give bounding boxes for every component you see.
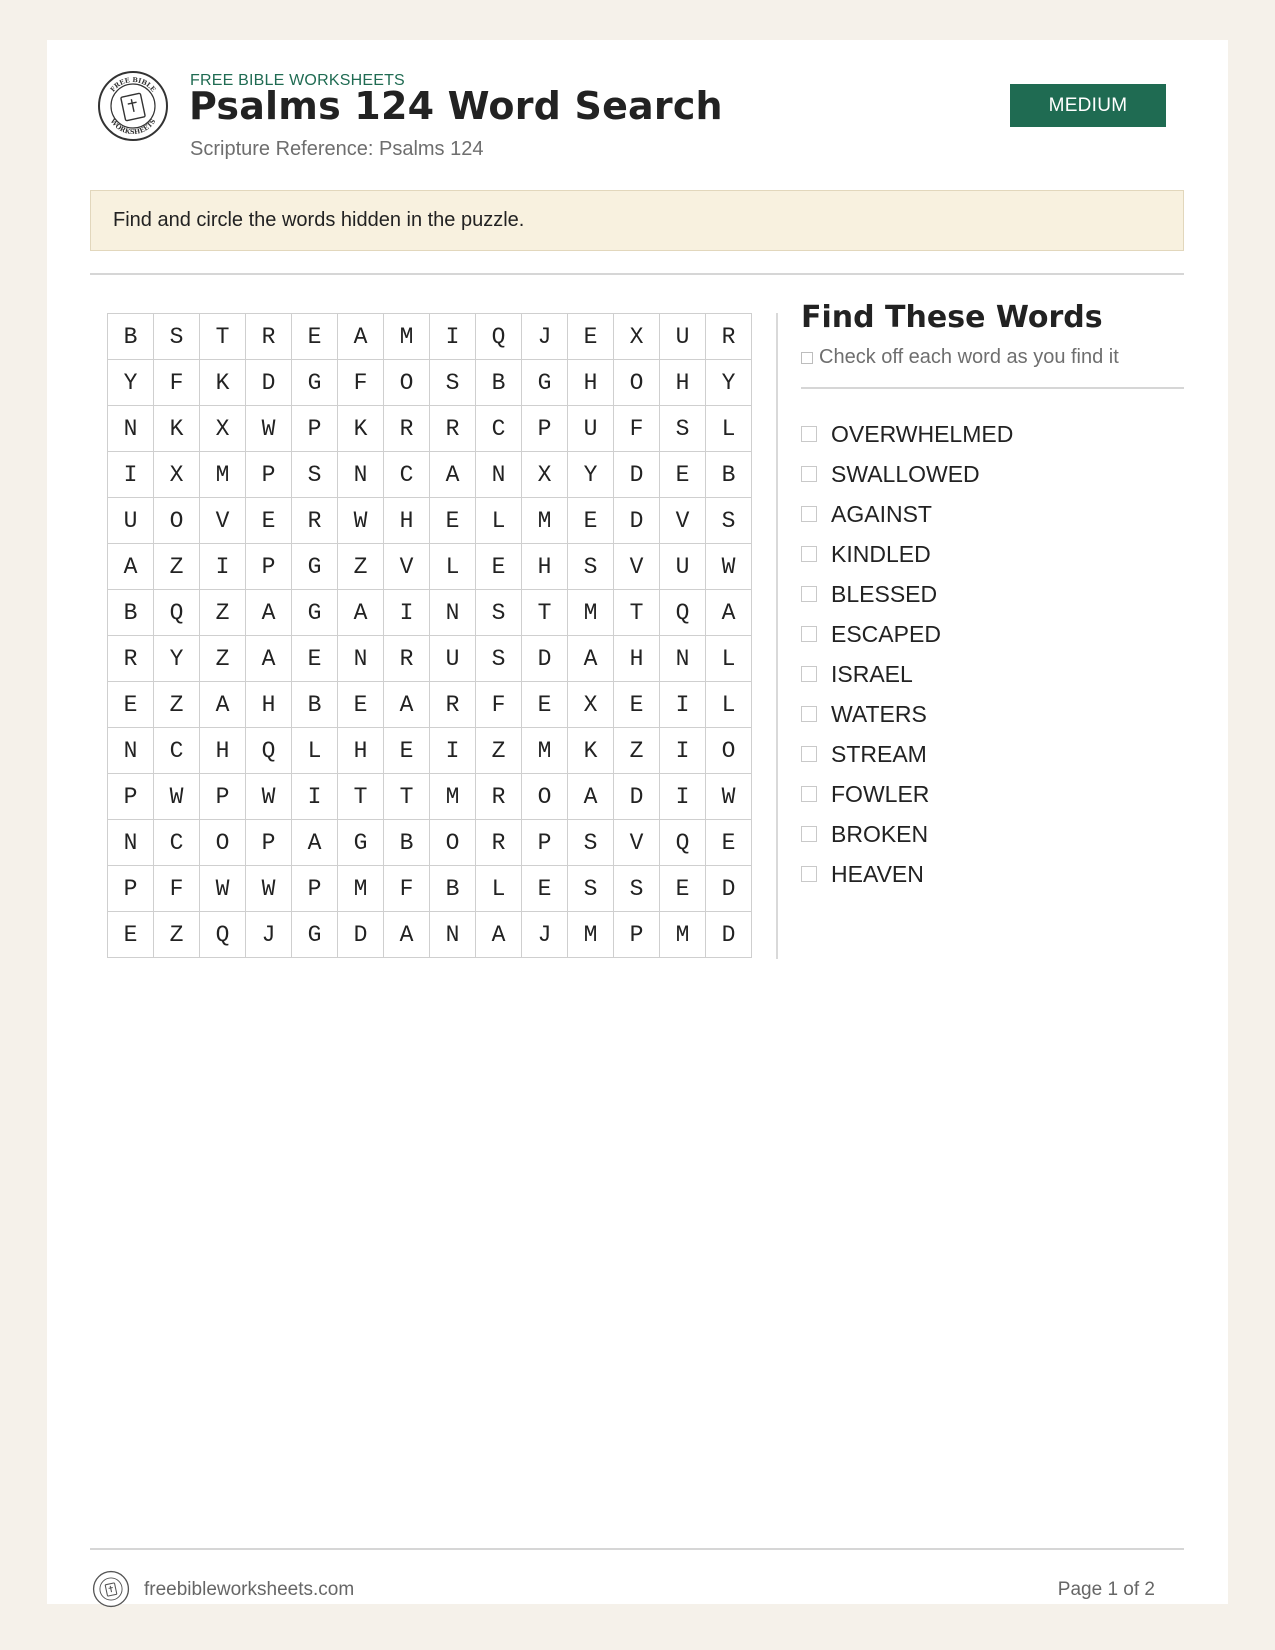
grid-cell[interactable]: M bbox=[522, 498, 568, 544]
word-checkbox[interactable] bbox=[801, 666, 817, 682]
grid-cell[interactable]: N bbox=[660, 636, 706, 682]
grid-cell[interactable]: S bbox=[476, 636, 522, 682]
grid-cell[interactable]: S bbox=[154, 314, 200, 360]
grid-cell[interactable]: A bbox=[246, 636, 292, 682]
grid-cell[interactable]: Q bbox=[200, 912, 246, 958]
grid-row bbox=[108, 682, 752, 728]
grid-cell[interactable]: N bbox=[338, 452, 384, 498]
grid-cell[interactable]: Y bbox=[108, 360, 154, 406]
word-list-item bbox=[801, 574, 1013, 614]
brand-label: FREE BIBLE WORKSHEETS bbox=[190, 72, 405, 89]
grid-cell[interactable]: D bbox=[522, 636, 568, 682]
grid-cell[interactable]: R bbox=[292, 498, 338, 544]
grid-row bbox=[108, 452, 752, 498]
grid-cell[interactable]: N bbox=[430, 590, 476, 636]
grid-cell[interactable]: S bbox=[476, 590, 522, 636]
grid-cell[interactable]: E bbox=[522, 682, 568, 728]
grid-row bbox=[108, 728, 752, 774]
grid-cell[interactable]: C bbox=[384, 452, 430, 498]
grid-cell[interactable]: Z bbox=[154, 544, 200, 590]
grid-cell[interactable]: W bbox=[706, 544, 752, 590]
word-checkbox[interactable] bbox=[801, 706, 817, 722]
grid-cell[interactable]: T bbox=[522, 590, 568, 636]
grid-row bbox=[108, 590, 752, 636]
grid-cell[interactable]: D bbox=[614, 498, 660, 544]
grid-cell[interactable]: U bbox=[660, 544, 706, 590]
word-list-item bbox=[801, 654, 1013, 694]
grid-cell[interactable]: M bbox=[384, 314, 430, 360]
grid-cell[interactable]: G bbox=[292, 912, 338, 958]
grid-cell[interactable]: K bbox=[200, 360, 246, 406]
word-list-item bbox=[801, 614, 1013, 654]
word-search-grid bbox=[107, 313, 752, 958]
grid-cell[interactable]: E bbox=[614, 682, 660, 728]
grid-cell[interactable]: M bbox=[430, 774, 476, 820]
grid-cell[interactable]: T bbox=[384, 774, 430, 820]
word-label: AGAINST bbox=[831, 500, 932, 527]
grid-cell[interactable]: B bbox=[384, 820, 430, 866]
grid-cell[interactable]: E bbox=[706, 820, 752, 866]
grid-cell[interactable]: P bbox=[522, 406, 568, 452]
word-list-title: Find These Words bbox=[801, 300, 1103, 335]
grid-cell[interactable]: A bbox=[338, 314, 384, 360]
grid-cell[interactable]: M bbox=[338, 866, 384, 912]
scripture-reference: Scripture Reference: Psalms 124 bbox=[190, 138, 484, 160]
word-list-item bbox=[801, 494, 1013, 534]
word-checkbox[interactable] bbox=[801, 586, 817, 602]
grid-cell[interactable]: P bbox=[108, 774, 154, 820]
grid-cell[interactable]: O bbox=[430, 820, 476, 866]
grid-cell[interactable]: I bbox=[292, 774, 338, 820]
word-checkbox[interactable] bbox=[801, 786, 817, 802]
grid-cell[interactable]: I bbox=[430, 314, 476, 360]
word-list-hint bbox=[801, 346, 1119, 369]
word-label: WATERS bbox=[831, 700, 927, 727]
grid-cell[interactable]: M bbox=[568, 590, 614, 636]
grid-cell[interactable]: N bbox=[338, 636, 384, 682]
grid-cell[interactable]: P bbox=[614, 912, 660, 958]
grid-cell[interactable]: I bbox=[384, 590, 430, 636]
grid-cell[interactable]: Z bbox=[338, 544, 384, 590]
grid-cell[interactable]: H bbox=[384, 498, 430, 544]
word-label: HEAVEN bbox=[831, 860, 924, 887]
grid-cell[interactable]: E bbox=[384, 728, 430, 774]
grid-cell[interactable]: Y bbox=[568, 452, 614, 498]
grid-cell[interactable]: B bbox=[292, 682, 338, 728]
grid-row bbox=[108, 406, 752, 452]
page-title: Psalms 124 Word Search bbox=[189, 84, 723, 128]
grid-cell[interactable]: L bbox=[706, 682, 752, 728]
grid-cell[interactable]: Q bbox=[154, 590, 200, 636]
grid-cell[interactable]: B bbox=[476, 360, 522, 406]
grid-cell[interactable]: W bbox=[154, 774, 200, 820]
word-label: ISRAEL bbox=[831, 660, 913, 687]
grid-row bbox=[108, 314, 752, 360]
grid-cell[interactable]: A bbox=[568, 636, 614, 682]
grid-cell[interactable]: R bbox=[430, 682, 476, 728]
grid-cell[interactable]: P bbox=[292, 406, 338, 452]
grid-cell[interactable]: R bbox=[706, 314, 752, 360]
grid-cell[interactable]: Y bbox=[706, 360, 752, 406]
word-list-item bbox=[801, 814, 1013, 854]
grid-cell[interactable]: S bbox=[706, 498, 752, 544]
svg-text:WORKSHEETS: WORKSHEETS bbox=[108, 117, 158, 137]
grid-cell[interactable]: W bbox=[246, 866, 292, 912]
word-list-item bbox=[801, 734, 1013, 774]
word-list bbox=[801, 414, 1013, 894]
grid-cell[interactable]: A bbox=[246, 590, 292, 636]
grid-cell[interactable]: Y bbox=[154, 636, 200, 682]
grid-cell[interactable]: S bbox=[568, 820, 614, 866]
grid-cell[interactable]: I bbox=[200, 544, 246, 590]
word-label: OVERWHELMED bbox=[831, 420, 1014, 447]
grid-cell[interactable]: S bbox=[660, 406, 706, 452]
grid-cell[interactable]: P bbox=[246, 452, 292, 498]
grid-cell[interactable]: W bbox=[200, 866, 246, 912]
grid-cell[interactable]: R bbox=[384, 406, 430, 452]
svg-text:FREE BIBLE: FREE BIBLE bbox=[108, 75, 158, 94]
grid-cell[interactable]: L bbox=[706, 406, 752, 452]
grid-cell[interactable]: N bbox=[108, 820, 154, 866]
grid-cell[interactable]: H bbox=[338, 728, 384, 774]
worksheet-page bbox=[47, 40, 1228, 1604]
grid-cell[interactable]: H bbox=[522, 544, 568, 590]
grid-cell[interactable]: P bbox=[108, 866, 154, 912]
grid-cell[interactable]: R bbox=[476, 774, 522, 820]
grid-cell[interactable]: A bbox=[384, 912, 430, 958]
grid-cell[interactable]: A bbox=[200, 682, 246, 728]
grid-cell[interactable]: F bbox=[154, 866, 200, 912]
grid-cell[interactable]: P bbox=[246, 820, 292, 866]
grid-cell[interactable]: K bbox=[154, 406, 200, 452]
word-label: BROKEN bbox=[831, 820, 929, 847]
grid-cell[interactable]: E bbox=[660, 866, 706, 912]
grid-row bbox=[108, 820, 752, 866]
word-label: SWALLOWED bbox=[831, 460, 980, 487]
grid-cell[interactable]: O bbox=[614, 360, 660, 406]
grid-cell[interactable]: D bbox=[338, 912, 384, 958]
logo-icon bbox=[97, 70, 169, 142]
grid-cell[interactable]: T bbox=[338, 774, 384, 820]
difficulty-badge: MEDIUM bbox=[1010, 84, 1166, 127]
word-list-item bbox=[801, 454, 1013, 494]
grid-cell[interactable]: P bbox=[522, 820, 568, 866]
grid-cell[interactable]: T bbox=[614, 590, 660, 636]
column-divider bbox=[776, 313, 778, 959]
word-checkbox[interactable] bbox=[801, 546, 817, 562]
word-list-item bbox=[801, 694, 1013, 734]
grid-cell[interactable]: J bbox=[522, 912, 568, 958]
word-checkbox[interactable] bbox=[801, 506, 817, 522]
word-list-item bbox=[801, 534, 1013, 574]
grid-cell[interactable]: C bbox=[154, 728, 200, 774]
grid-cell[interactable]: A bbox=[706, 590, 752, 636]
grid-cell[interactable]: W bbox=[706, 774, 752, 820]
grid-cell[interactable]: O bbox=[384, 360, 430, 406]
grid-cell[interactable]: G bbox=[522, 360, 568, 406]
footer-logo-icon bbox=[92, 1570, 130, 1608]
word-checkbox[interactable] bbox=[801, 426, 817, 442]
grid-cell[interactable]: N bbox=[476, 452, 522, 498]
grid-cell[interactable]: O bbox=[522, 774, 568, 820]
grid-cell[interactable]: U bbox=[660, 314, 706, 360]
grid-cell[interactable]: D bbox=[706, 866, 752, 912]
grid-cell[interactable]: E bbox=[522, 866, 568, 912]
grid-cell[interactable]: A bbox=[476, 912, 522, 958]
grid-cell[interactable]: J bbox=[522, 314, 568, 360]
grid-cell[interactable]: V bbox=[614, 820, 660, 866]
page-number: Page 1 of 2 bbox=[1057, 1579, 1155, 1600]
grid-row bbox=[108, 912, 752, 958]
grid-cell[interactable]: E bbox=[108, 682, 154, 728]
grid-cell[interactable]: M bbox=[568, 912, 614, 958]
grid-cell[interactable]: U bbox=[430, 636, 476, 682]
grid-cell[interactable]: F bbox=[338, 360, 384, 406]
word-checkbox[interactable] bbox=[801, 826, 817, 842]
grid-cell[interactable]: E bbox=[430, 498, 476, 544]
divider bbox=[801, 387, 1184, 389]
grid-row bbox=[108, 498, 752, 544]
grid-cell[interactable]: R bbox=[430, 406, 476, 452]
grid-cell[interactable]: Z bbox=[614, 728, 660, 774]
grid-cell[interactable]: I bbox=[660, 682, 706, 728]
word-label: FOWLER bbox=[831, 780, 930, 807]
grid-cell[interactable]: B bbox=[108, 314, 154, 360]
grid-cell[interactable]: P bbox=[200, 774, 246, 820]
grid-cell[interactable]: H bbox=[660, 360, 706, 406]
grid-cell[interactable]: B bbox=[108, 590, 154, 636]
grid-cell[interactable]: S bbox=[614, 866, 660, 912]
grid-cell[interactable]: Q bbox=[476, 314, 522, 360]
footer-site-link[interactable]: freebibleworksheets.com bbox=[144, 1579, 355, 1600]
grid-cell[interactable]: C bbox=[154, 820, 200, 866]
word-label: STREAM bbox=[831, 740, 927, 767]
grid-cell[interactable]: S bbox=[430, 360, 476, 406]
grid-cell[interactable]: S bbox=[568, 544, 614, 590]
grid-cell[interactable]: A bbox=[338, 590, 384, 636]
grid-cell[interactable]: W bbox=[338, 498, 384, 544]
grid-cell[interactable]: L bbox=[430, 544, 476, 590]
grid-cell[interactable]: W bbox=[246, 406, 292, 452]
instructions-text: Find and circle the words hidden in the puzzle. bbox=[113, 209, 525, 231]
grid-cell[interactable]: F bbox=[154, 360, 200, 406]
grid-cell[interactable]: G bbox=[292, 544, 338, 590]
grid-cell[interactable]: A bbox=[568, 774, 614, 820]
grid-row bbox=[108, 866, 752, 912]
grid-cell[interactable]: Z bbox=[476, 728, 522, 774]
grid-cell[interactable]: O bbox=[200, 820, 246, 866]
grid-cell[interactable]: M bbox=[660, 912, 706, 958]
grid-cell[interactable]: R bbox=[246, 314, 292, 360]
grid-cell[interactable]: E bbox=[568, 498, 614, 544]
grid-cell[interactable]: A bbox=[430, 452, 476, 498]
checkbox-icon bbox=[801, 352, 813, 364]
grid-cell[interactable]: G bbox=[338, 820, 384, 866]
grid-cell[interactable]: K bbox=[338, 406, 384, 452]
grid-cell[interactable]: Z bbox=[154, 682, 200, 728]
grid-cell[interactable]: E bbox=[568, 314, 614, 360]
grid-cell[interactable]: O bbox=[706, 728, 752, 774]
word-list-item bbox=[801, 414, 1013, 454]
grid-cell[interactable]: N bbox=[430, 912, 476, 958]
grid-cell[interactable]: R bbox=[476, 820, 522, 866]
grid-cell[interactable]: F bbox=[476, 682, 522, 728]
grid-cell[interactable]: D bbox=[614, 452, 660, 498]
grid-cell[interactable]: D bbox=[246, 360, 292, 406]
grid-cell[interactable]: L bbox=[292, 728, 338, 774]
grid-cell[interactable]: E bbox=[292, 314, 338, 360]
word-checkbox[interactable] bbox=[801, 626, 817, 642]
word-label: ESCAPED bbox=[831, 620, 941, 647]
grid-cell[interactable]: N bbox=[108, 728, 154, 774]
word-list-hint-text: Check off each word as you find it bbox=[819, 346, 1119, 368]
grid-cell[interactable]: V bbox=[614, 544, 660, 590]
word-checkbox[interactable] bbox=[801, 866, 817, 882]
grid-cell[interactable]: E bbox=[292, 636, 338, 682]
word-checkbox[interactable] bbox=[801, 466, 817, 482]
grid-cell[interactable]: Z bbox=[200, 636, 246, 682]
word-checkbox[interactable] bbox=[801, 746, 817, 762]
grid-cell[interactable]: R bbox=[384, 636, 430, 682]
grid-cell[interactable]: A bbox=[384, 682, 430, 728]
grid-cell[interactable]: X bbox=[522, 452, 568, 498]
grid-cell[interactable]: I bbox=[430, 728, 476, 774]
grid-cell[interactable]: O bbox=[154, 498, 200, 544]
word-label: KINDLED bbox=[831, 540, 931, 567]
grid-row bbox=[108, 774, 752, 820]
grid-cell[interactable]: Q bbox=[660, 820, 706, 866]
grid-cell[interactable]: L bbox=[476, 498, 522, 544]
grid-cell[interactable]: Z bbox=[200, 590, 246, 636]
grid-cell[interactable]: S bbox=[568, 866, 614, 912]
grid-cell[interactable]: V bbox=[200, 498, 246, 544]
grid-row bbox=[108, 544, 752, 590]
grid-cell[interactable]: L bbox=[706, 636, 752, 682]
grid-cell[interactable]: F bbox=[614, 406, 660, 452]
grid-cell[interactable]: U bbox=[568, 406, 614, 452]
grid-cell[interactable]: P bbox=[246, 544, 292, 590]
grid-cell[interactable]: C bbox=[476, 406, 522, 452]
grid-cell[interactable]: V bbox=[384, 544, 430, 590]
grid-cell[interactable]: W bbox=[246, 774, 292, 820]
grid-row bbox=[108, 360, 752, 406]
grid-cell[interactable]: I bbox=[660, 774, 706, 820]
grid-cell[interactable]: A bbox=[292, 820, 338, 866]
grid-cell[interactable]: H bbox=[568, 360, 614, 406]
grid-cell[interactable]: J bbox=[246, 912, 292, 958]
grid-cell[interactable]: X bbox=[154, 452, 200, 498]
word-list-item bbox=[801, 774, 1013, 814]
grid-cell[interactable]: Q bbox=[660, 590, 706, 636]
grid-cell[interactable]: H bbox=[614, 636, 660, 682]
grid-cell[interactable]: N bbox=[108, 406, 154, 452]
grid-cell[interactable]: H bbox=[246, 682, 292, 728]
grid-cell[interactable]: E bbox=[660, 452, 706, 498]
grid-cell[interactable]: E bbox=[338, 682, 384, 728]
grid-cell[interactable]: M bbox=[200, 452, 246, 498]
grid-cell[interactable]: I bbox=[108, 452, 154, 498]
grid-cell[interactable]: G bbox=[292, 590, 338, 636]
grid-cell[interactable]: F bbox=[384, 866, 430, 912]
grid-cell[interactable]: A bbox=[108, 544, 154, 590]
grid-cell[interactable]: I bbox=[660, 728, 706, 774]
grid-cell[interactable]: B bbox=[430, 866, 476, 912]
divider bbox=[90, 273, 1184, 275]
grid-cell[interactable]: Q bbox=[246, 728, 292, 774]
grid-cell[interactable]: K bbox=[568, 728, 614, 774]
grid-cell[interactable]: V bbox=[660, 498, 706, 544]
word-label: BLESSED bbox=[831, 580, 938, 607]
grid-cell[interactable]: T bbox=[200, 314, 246, 360]
grid-cell[interactable]: D bbox=[706, 912, 752, 958]
grid-cell[interactable]: U bbox=[108, 498, 154, 544]
word-list-item bbox=[801, 854, 1013, 894]
grid-cell[interactable]: P bbox=[292, 866, 338, 912]
grid-cell[interactable]: X bbox=[614, 314, 660, 360]
grid-row bbox=[108, 636, 752, 682]
grid-cell[interactable]: X bbox=[200, 406, 246, 452]
grid-cell[interactable]: Z bbox=[154, 912, 200, 958]
footer-divider bbox=[90, 1548, 1184, 1550]
instructions-box bbox=[90, 190, 1184, 251]
grid-cell[interactable]: E bbox=[476, 544, 522, 590]
grid-cell[interactable]: E bbox=[108, 912, 154, 958]
grid-cell[interactable]: X bbox=[568, 682, 614, 728]
grid-cell[interactable]: G bbox=[292, 360, 338, 406]
grid-cell[interactable]: M bbox=[522, 728, 568, 774]
grid-cell[interactable]: R bbox=[108, 636, 154, 682]
grid-cell[interactable]: S bbox=[292, 452, 338, 498]
grid-cell[interactable]: B bbox=[706, 452, 752, 498]
grid-cell[interactable]: H bbox=[200, 728, 246, 774]
grid-cell[interactable]: E bbox=[246, 498, 292, 544]
grid-cell[interactable]: L bbox=[476, 866, 522, 912]
grid-cell[interactable]: D bbox=[614, 774, 660, 820]
